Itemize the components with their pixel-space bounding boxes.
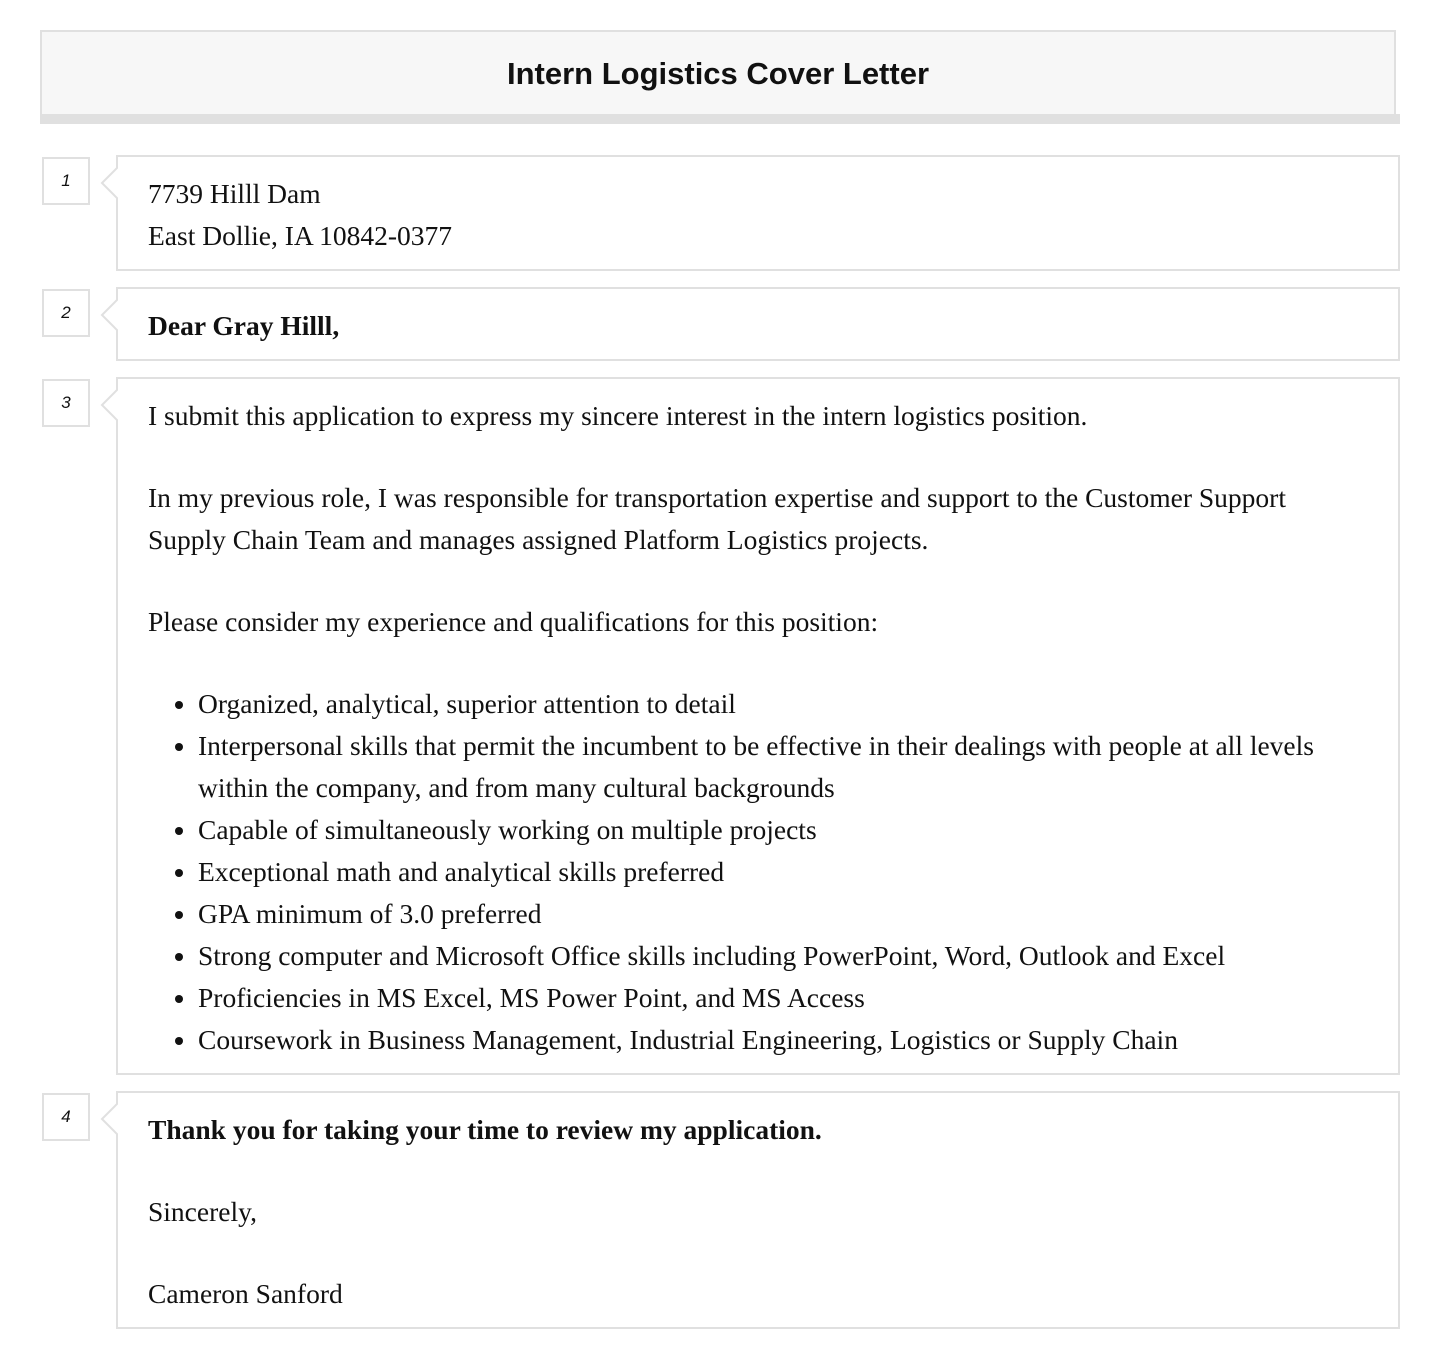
header-underline bbox=[40, 114, 1400, 124]
address-line-1: 7739 Hilll Dam bbox=[148, 178, 321, 209]
pointer-notch-icon bbox=[98, 163, 128, 203]
qualifications-lead-in: Please consider my experience and qualifications for this position: bbox=[148, 606, 879, 637]
salutation: Dear Gray Hilll, bbox=[148, 310, 340, 341]
pointer-notch-icon bbox=[98, 385, 128, 425]
section-number-3: 3 bbox=[42, 379, 90, 427]
thanks-line: Thank you for taking your time to review my application. bbox=[148, 1114, 822, 1145]
address-block bbox=[116, 155, 1400, 271]
page-title: Intern Logistics Cover Letter bbox=[506, 56, 930, 91]
list-item: • Proficiencies in MS Excel, MS Power Point, and MS Access bbox=[198, 977, 1368, 1019]
experience-paragraph: In my previous role, I was responsible for transportation expertise and support to the Customer Support Supply Chain Team and manages assigned Platform Logistics projects. bbox=[148, 482, 1286, 555]
list-item: • Strong computer and Microsoft Office skills including PowerPoint, Word, Outlook and Excel bbox=[198, 935, 1368, 977]
list-item: • Coursework in Business Management, Industrial Engineering, Logistics or Supply Chain bbox=[198, 1019, 1368, 1061]
list-item: • Interpersonal skills that permit the incumbent to be effective in their dealings with people at all levels within the company, and from many cultural backgrounds bbox=[198, 725, 1368, 809]
qualifications-list bbox=[148, 683, 1368, 1061]
address-line-2: East Dollie, IA 10842-0377 bbox=[148, 220, 452, 251]
pointer-notch-icon bbox=[98, 295, 128, 335]
list-item: • Exceptional math and analytical skills preferred bbox=[198, 851, 1368, 893]
salutation-block bbox=[116, 287, 1400, 361]
closing-block bbox=[116, 1091, 1400, 1329]
list-item: • GPA minimum of 3.0 preferred bbox=[198, 893, 1368, 935]
list-item: • Capable of simultaneously working on multiple projects bbox=[198, 809, 1368, 851]
page-header bbox=[40, 30, 1396, 114]
section-number-2: 2 bbox=[42, 289, 90, 337]
list-item: • Organized, analytical, superior attention to detail bbox=[198, 683, 1368, 725]
signature: Cameron Sanford bbox=[148, 1278, 343, 1309]
section-number-4: 4 bbox=[42, 1093, 90, 1141]
pointer-notch-icon bbox=[98, 1099, 128, 1139]
section-number-1: 1 bbox=[42, 157, 90, 205]
intro-paragraph: I submit this application to express my sincere interest in the intern logistics position. bbox=[148, 400, 1088, 431]
body-block bbox=[116, 377, 1400, 1075]
closing-line: Sincerely, bbox=[148, 1196, 257, 1227]
